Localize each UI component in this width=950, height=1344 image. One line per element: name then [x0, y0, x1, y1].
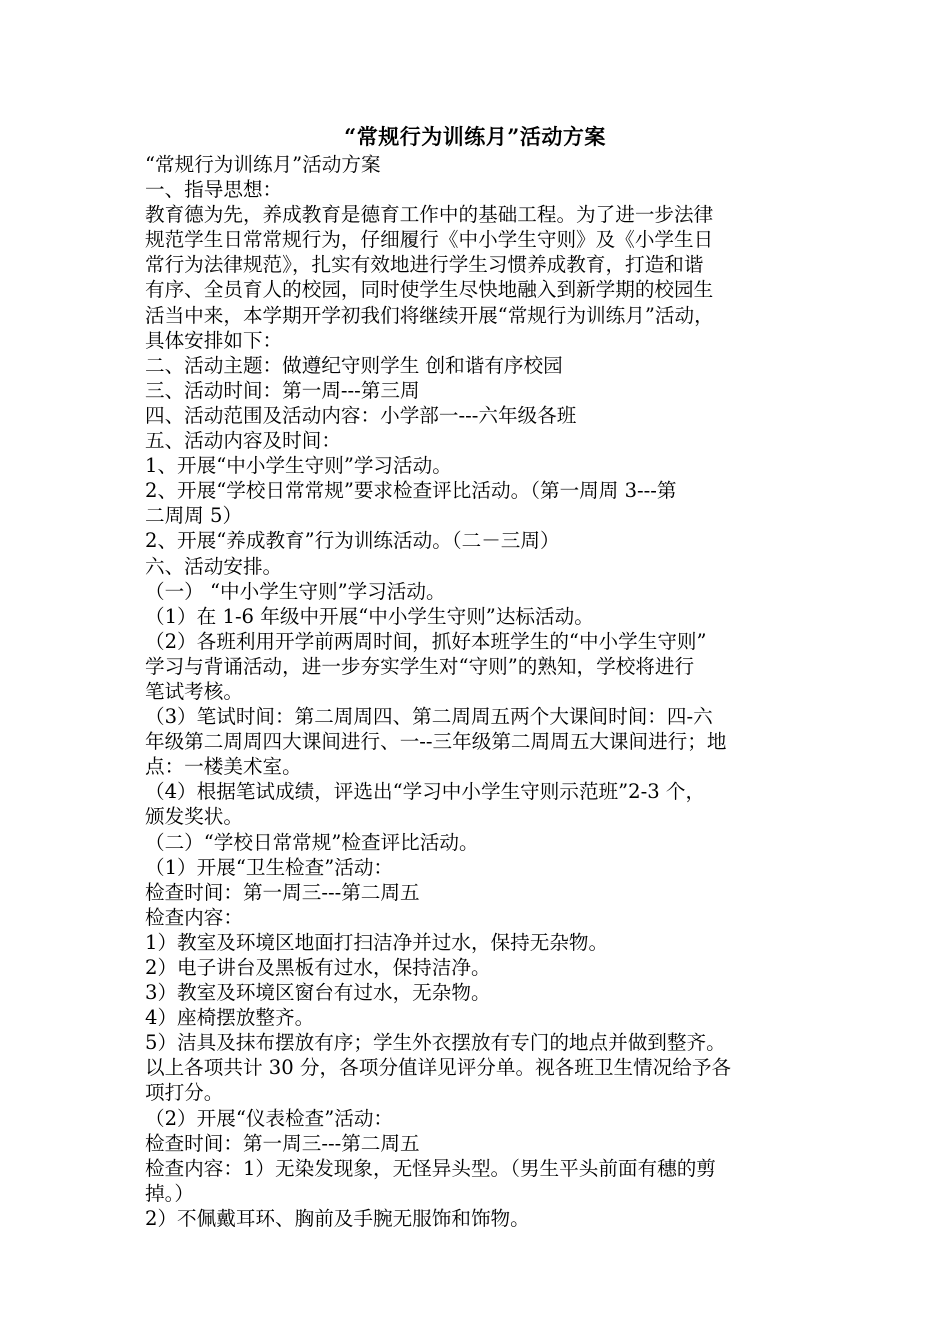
text-line: 二周周 5）: [145, 504, 243, 528]
subsection-heading: （一） “中小学生守则”学习活动。: [145, 579, 446, 603]
list-item: 2）不佩戴耳环、胸前及手腕无服饰和饰物。: [145, 1206, 530, 1230]
list-item: 2、开展“学校日常常规”要求检查评比活动。（第一周周 3---第: [145, 479, 677, 503]
list-item: （2）各班利用开学前两周时间，抓好本班学生的“中小学生守则”: [145, 629, 707, 653]
text-line: “常规行为训练月”活动方案: [145, 153, 381, 176]
section-heading: 一、指导思想：: [145, 178, 283, 202]
text-line: 点：一楼美术室。: [145, 755, 302, 779]
list-item: （1）开展“卫生检查”活动：: [145, 855, 394, 879]
list-item: 4）座椅摆放整齐。: [145, 1006, 315, 1030]
text-line: 检查时间：第一周三---第二周五: [145, 880, 420, 904]
text-line: 学习与背诵活动，进一步夯实学生对“守则”的熟知，学校将进行: [145, 654, 695, 678]
list-item: 3）教室及环境区窗台有过水，无杂物。: [145, 981, 491, 1005]
text-line: 具体安排如下：: [145, 328, 283, 352]
text-line: 笔试考核。: [145, 679, 243, 703]
list-item: （1）在 1-6 年级中开展“中小学生守则”达标活动。: [145, 604, 594, 628]
text-line: 教育德为先，养成教育是德育工作中的基础工程。为了进一步法律: [145, 203, 714, 227]
text-line: 以上各项共计 30 分，各项分值详见评分单。视各班卫生情况给予各: [145, 1056, 732, 1080]
list-item: 5）洁具及抹布摆放有序；学生外衣摆放有专门的地点并做到整齐。: [145, 1031, 726, 1055]
section-heading: 六、活动安排。: [145, 554, 283, 578]
text-line: 检查时间：第一周三---第二周五: [145, 1131, 420, 1155]
list-item: 2、开展“养成教育”行为训练活动。（二－三周）: [145, 529, 560, 553]
list-item: 1、开展“中小学生守则”学习活动。: [145, 454, 452, 478]
text-line: 项打分。: [145, 1081, 224, 1105]
document-body: [145, 152, 810, 1231]
list-item: （3）笔试时间：第二周周四、第二周周五两个大课间时间：四-六: [145, 705, 713, 729]
text-line: 颁发奖状。: [145, 805, 243, 829]
list-item: （4）根据笔试成绩，评选出“学习中小学生守则示范班”2-3 个，: [145, 780, 706, 804]
text-line: 检查内容：1）无染发现象，无怪异头型。（男生平头前面有穗的剪: [145, 1156, 716, 1180]
text-line: 掉。）: [145, 1181, 194, 1205]
text-line: 规范学生日常常规行为，仔细履行《中小学生守则》及《小学生日: [145, 228, 714, 252]
list-item: （2）开展“仪表检查”活动：: [145, 1106, 394, 1130]
section-heading: 二、活动主题：做遵纪守则学生 创和谐有序校园: [145, 353, 563, 377]
text-line: 常行为法律规范》，扎实有效地进行学生习惯养成教育，打造和谐: [145, 253, 704, 277]
text-line: 检查内容：: [145, 905, 243, 929]
document-title: “常规行为训练月”活动方案: [344, 124, 606, 149]
text-line: 活当中来，本学期开学初我们将继续开展“常规行为训练月”活动，: [145, 303, 714, 327]
section-heading: 四、活动范围及活动内容：小学部一---六年级各班: [145, 403, 577, 427]
list-item: 2）电子讲台及黑板有过水，保持洁净。: [145, 956, 491, 979]
section-heading: 三、活动时间：第一周---第三周: [145, 378, 420, 402]
text-line: 有序、全员育人的校园，同时使学生尽快地融入到新学期的校园生: [145, 278, 714, 302]
subsection-heading: （二）“学校日常常规”检查评比活动。: [145, 830, 479, 854]
section-heading: 五、活动内容及时间：: [145, 429, 341, 453]
text-line: 年级第二周周四大课间进行、一--三年级第二周周五大课间进行；地: [145, 730, 727, 754]
list-item: 1）教室及环境区地面打扫洁净并过水，保持无杂物。: [145, 930, 609, 954]
